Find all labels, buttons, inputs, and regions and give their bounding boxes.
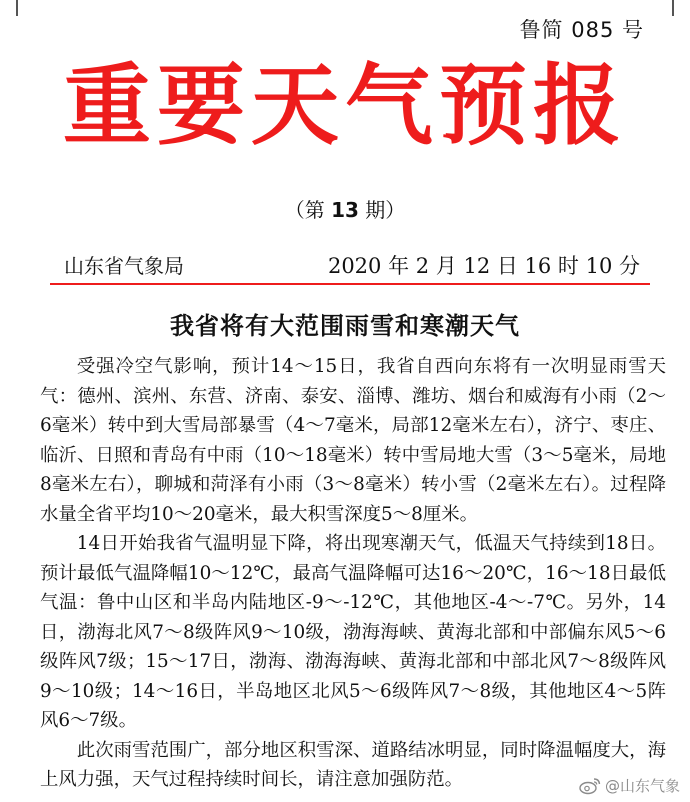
- issue-number: 13: [331, 198, 359, 222]
- article-headline: 我省将有大范围雨雪和寒潮天气: [170, 312, 520, 340]
- document-number: 鲁简 085 号: [519, 18, 644, 42]
- issuer: 山东省气象局: [64, 254, 184, 278]
- issue-line: [0, 194, 690, 223]
- red-divider: [50, 283, 650, 285]
- paragraph-1: 受强冷空气影响，预计14～15日，我省自西向东将有一次明显雨雪天气：德州、滨州、东营、济南、泰安、淄博、潍坊、烟台和威海有小雨（2～6毫米）转中到大雪局部暴雪（4～7毫米，局部12毫米左右），济宁、枣庄、临沂、日照和青岛有中雨（10～18毫米）转中雪局地大雪（3～5毫米，局地8毫米左右），聊城和菏泽有小雨（3～8毫米）转小雪（2毫米左右）。过程降水量全省平均10～20毫米，最大积雪深度5～8厘米。: [40, 356, 666, 525]
- corner-mark-right: [672, 0, 674, 16]
- issue-open: （第: [284, 198, 332, 222]
- watermark: [579, 775, 680, 796]
- paragraph-2: 14日开始我省气温明显下降，将出现寒潮天气，低温天气持续到18日。预计最低气温降幅10～12℃，最高气温降幅可达16～20℃，16～18日最低气温：鲁中山区和半岛内陆地区-9～-12℃，其他地区-4～-7℃。另外，14日，渤海北风7～8级阵风9～10级，渤海海峡、黄海北部和中部偏东风5～6级阵风7级；15～17日，渤海、渤海海峡、黄海北部和中部北风7～8级阵风9～10级；14～16日，半岛地区北风5～6级阵风7～8级，其他地区4～5阵风6～7级。: [40, 533, 666, 731]
- issue-close: 期）: [358, 198, 406, 222]
- issue-date: 2020 年 2 月 12 日 16 时 10 分: [327, 254, 640, 278]
- article-body: [40, 352, 666, 795]
- masthead-title: 重要天气预报: [62, 54, 627, 157]
- corner-mark-left: [16, 0, 18, 16]
- weibo-logo-icon: [579, 777, 601, 795]
- watermark-text: @山东气象: [604, 777, 680, 795]
- paragraph-3: 此次雨雪范围广，部分地区积雪深、道路结冰明显，同时降温幅度大，海上风力强，天气过程持续时间长，请注意加强防范。: [40, 739, 666, 790]
